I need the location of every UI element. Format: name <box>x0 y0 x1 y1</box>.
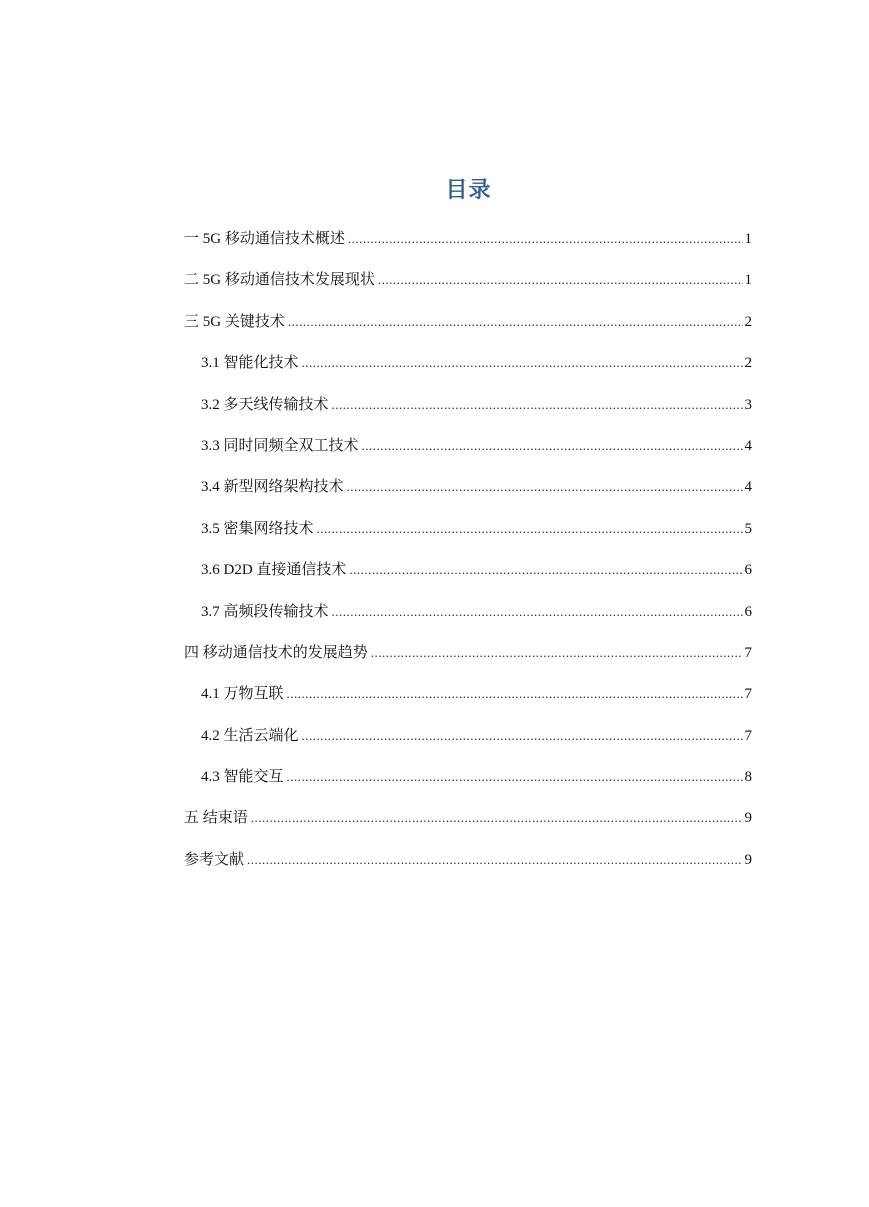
toc-entry[interactable] <box>184 560 752 601</box>
toc-entry[interactable] <box>184 850 752 891</box>
toc-entry-label: 3.6 D2D 直接通信技术 <box>201 562 347 579</box>
toc-entry[interactable] <box>184 726 752 767</box>
toc-leader-dots <box>317 519 743 539</box>
toc-page-number: 3 <box>744 396 752 413</box>
toc-entry-label: 五 结束语 <box>184 810 248 827</box>
toc-entry[interactable] <box>184 808 752 849</box>
toc-entry[interactable] <box>184 436 752 477</box>
toc-leader-dots <box>251 808 743 828</box>
toc-leader-dots <box>348 229 743 249</box>
toc-leader-dots <box>287 684 743 704</box>
toc-leader-dots <box>332 395 743 415</box>
toc-list <box>184 229 752 891</box>
toc-page-number: 8 <box>744 769 752 786</box>
toc-entry[interactable] <box>184 684 752 725</box>
toc-page-number: 6 <box>744 562 752 579</box>
toc-page-number: 7 <box>744 727 752 744</box>
toc-entry[interactable] <box>184 602 752 643</box>
toc-leader-dots <box>378 270 743 290</box>
toc-entry-label: 3.5 密集网络技术 <box>201 520 314 537</box>
toc-page-number: 2 <box>744 355 752 372</box>
toc-page-number: 1 <box>744 272 752 289</box>
toc-entry-label: 3.3 同时同频全双工技术 <box>201 437 359 454</box>
toc-entry[interactable] <box>184 477 752 518</box>
toc-entry-label: 3.1 智能化技术 <box>201 355 299 372</box>
toc-leader-dots <box>287 767 743 787</box>
toc-entry[interactable] <box>184 767 752 808</box>
toc-entry-label: 三 5G 关键技术 <box>184 313 285 330</box>
toc-entry[interactable] <box>184 229 752 270</box>
toc-leader-dots <box>288 312 743 332</box>
toc-entry[interactable] <box>184 395 752 436</box>
toc-entry-label: 3.7 高频段传输技术 <box>201 603 329 620</box>
toc-entry[interactable] <box>184 312 752 353</box>
toc-entry-label: 4.1 万物互联 <box>201 686 284 703</box>
toc-leader-dots <box>347 477 743 497</box>
toc-title: 目录 <box>445 177 492 203</box>
toc-leader-dots <box>302 353 743 373</box>
toc-page-number: 7 <box>744 686 752 703</box>
toc-entry-label: 4.2 生活云端化 <box>201 727 299 744</box>
toc-page-number: 1 <box>744 231 752 247</box>
toc-leader-dots <box>349 560 742 580</box>
toc-entry-label: 参考文献 <box>184 851 245 868</box>
toc-entry[interactable] <box>184 353 752 394</box>
toc-page-number: 9 <box>744 810 752 827</box>
toc-page-number: 9 <box>744 851 752 868</box>
toc-entry-label: 一 5G 移动通信技术概述 <box>184 231 345 247</box>
toc-leader-dots <box>371 643 743 663</box>
toc-entry-label: 二 5G 移动通信技术发展现状 <box>184 272 375 289</box>
toc-leader-dots <box>332 602 743 622</box>
toc-page-number: 7 <box>744 644 752 661</box>
toc-entry[interactable] <box>184 270 752 311</box>
toc-entry-label: 四 移动通信技术的发展趋势 <box>184 644 368 661</box>
toc-page-number: 6 <box>744 603 752 620</box>
toc-leader-dots <box>362 436 743 456</box>
toc-entry[interactable] <box>184 519 752 560</box>
toc-leader-dots <box>302 726 743 746</box>
toc-entry-label: 3.4 新型网络架构技术 <box>201 479 344 496</box>
toc-page-number: 4 <box>744 437 752 454</box>
toc-entry-label: 4.3 智能交互 <box>201 769 284 786</box>
toc-entry[interactable] <box>184 643 752 684</box>
toc-entry-label: 3.2 多天线传输技术 <box>201 396 329 413</box>
toc-page-number: 5 <box>744 520 752 537</box>
toc-page-number: 4 <box>744 479 752 496</box>
toc-page-number: 2 <box>744 313 752 330</box>
toc-leader-dots <box>247 850 742 870</box>
